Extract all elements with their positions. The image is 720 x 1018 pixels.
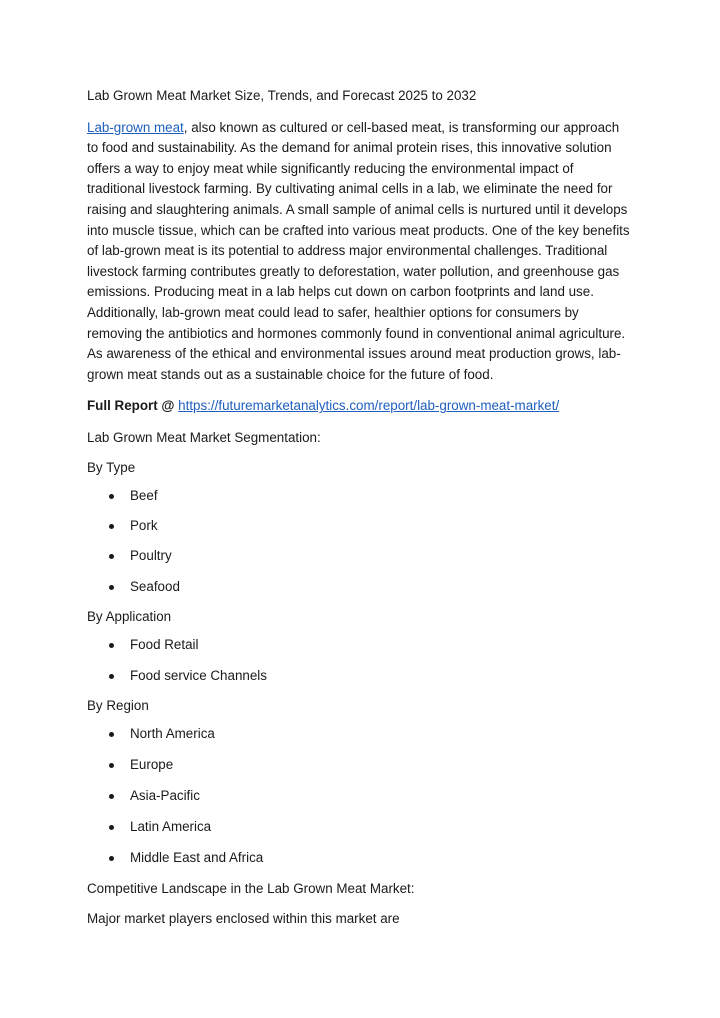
intro-paragraph [87,118,632,386]
segmentation-heading: Lab Grown Meat Market Segmentation: [87,429,321,445]
bullet-icon [109,494,114,499]
list-item: Europe [87,755,632,776]
full-report-line [87,396,632,417]
by-type-list [87,486,632,597]
full-report-label: Full Report @ [87,398,179,414]
by-region-list [87,724,632,869]
bullet-icon [109,674,114,679]
list-item: North America [87,724,632,745]
document-page [87,86,632,939]
competitive-landscape-heading: Competitive Landscape in the Lab Grown Meat Market: [87,881,415,897]
bullet-icon [109,524,114,529]
bullet-icon [109,825,114,830]
list-item: Food Retail [87,635,632,656]
full-report-link[interactable]: https://futuremarketanalytics.com/report/lab-grown-meat-market/ [178,398,560,414]
list-item: Latin America [87,817,632,838]
bullet-icon [109,794,114,799]
by-type-heading: By Type [87,459,136,475]
bullet-icon [109,856,114,861]
bullet-icon [109,585,114,590]
intro-text: , also known as cultured or cell-based meat, is transforming our approach to food and sustainability. As the demand for animal protein rises, this innovative solution offers a way to enjoy meat while significantly reducing the environmental impact of traditional livestock farming. By cultivating animal cells in a lab, we eliminate the need for raising and slaughtering animals. A small sample of animal cells is nurtured until it develops into muscle tissue, which can be crafted into various meat products. One of the key benefits of lab-grown meat is its potential to address major environmental challenges. Traditional livestock farming contributes greatly to deforestation, water pollution, and greenhouse gas emissions. Producing meat in a lab helps cut down on carbon footprints and land use. Additionally, lab-grown meat could lead to safer, healthier options for consumers by removing the antibiotics and hormones commonly found in conventional animal agriculture. As awareness of the ethical and environmental issues around meat production grows, lab-grown meat stands out as a sustainable choice for the future of food. [87,119,630,382]
list-item: Seafood [87,577,632,598]
players-intro-text: Major market players enclosed within this market are [87,910,400,926]
by-region-heading: By Region [87,697,149,713]
by-application-list [87,635,632,686]
list-item: Beef [87,486,632,507]
list-item: Food service Channels [87,666,632,687]
by-application-heading: By Application [87,608,172,624]
list-item: Poultry [87,546,632,567]
bullet-icon [109,554,114,559]
bullet-icon [109,763,114,768]
list-item: Asia-Pacific [87,786,632,807]
list-item: Pork [87,516,632,537]
document-title: Lab Grown Meat Market Size, Trends, and Forecast 2025 to 2032 [87,88,477,103]
list-item: Middle East and Africa [87,848,632,869]
bullet-icon [109,643,114,648]
lab-grown-meat-link[interactable]: Lab-grown meat [87,119,184,135]
bullet-icon [109,732,114,737]
